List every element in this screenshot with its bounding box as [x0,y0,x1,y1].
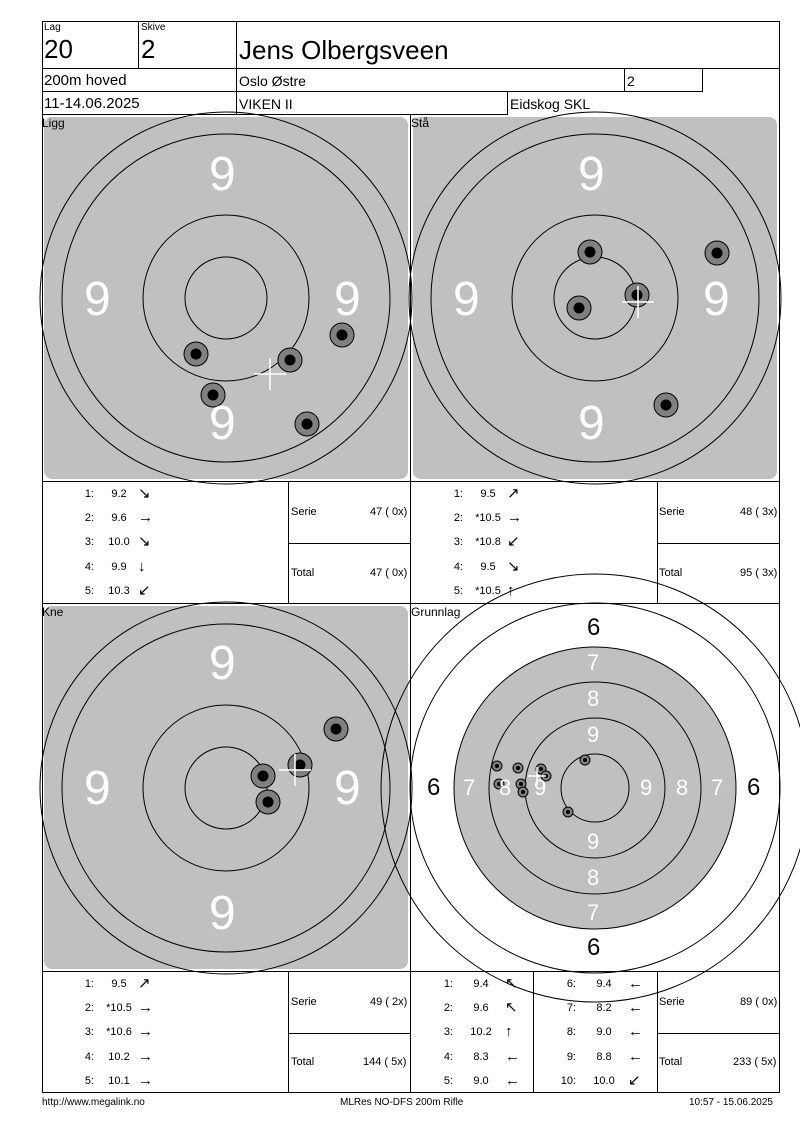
lag-label: Lag [44,22,61,33]
ring-number: 9 [640,775,653,800]
direction-arrow-icon: ↙ [507,533,520,551]
shot-number: 1: [84,488,94,500]
col-value: 2 [627,73,635,89]
serie-label: Serie [659,996,685,1008]
shot-number: 2: [84,512,94,525]
total-label: Total [291,567,315,579]
shot-row [42,974,288,994]
ring-number: 9 [209,887,236,940]
shot-score: *10.5 [475,512,501,525]
ring-number: 6 [587,934,601,961]
class-text: 200m hoved [44,72,127,89]
shot-score: 9.6 [473,1002,489,1015]
serie-value: 48 ( 3x) [740,506,778,518]
total-value: 233 ( 5x) [733,1056,777,1068]
direction-arrow-icon: → [138,999,153,1017]
direction-arrow-icon: ↘ [138,485,151,502]
total-label: Total [659,567,683,579]
ring-number: 9 [578,148,605,201]
shot-score: 10.1 [108,1074,130,1087]
shot-number: 10: [560,1074,576,1087]
direction-arrow-icon: → [138,509,153,527]
shooter-name: Jens Olbergsveen [239,35,449,65]
ring-number: 8 [587,686,600,711]
shot-score: *10.5 [475,584,501,597]
direction-arrow-icon: ↙ [138,581,151,599]
shot-list-grunnlag-b [534,974,656,1092]
direction-arrow-icon: → [138,1023,153,1041]
shot-row [42,581,288,601]
ring-number: 9 [84,762,111,815]
dates-text: 11-14.06.2025 [44,95,140,112]
shot-number: 1: [443,978,453,990]
footer-program: MLRes NO-DFS 200m Rifle [340,1097,464,1108]
direction-arrow-icon: → [507,509,522,527]
shot-number: 2: [453,512,463,525]
shot-number: 3: [453,536,463,549]
shot-row [534,1047,656,1067]
shot-list-kne [42,974,288,1092]
total-value: 47 ( 0x) [370,567,408,579]
shot-row [534,1022,656,1042]
shot-score: 10.0 [593,1074,615,1087]
direction-arrow-icon: ← [628,1023,643,1041]
direction-arrow-icon: ↘ [138,533,151,551]
shot-row [411,532,657,552]
direction-arrow-icon: ← [628,999,643,1017]
ring-number: 8 [587,865,600,890]
shot-score: 9.4 [473,978,489,990]
shot-number: 3: [84,536,94,549]
shot-row [411,1071,533,1091]
shot-row [411,974,533,994]
shot-number: 4: [453,560,463,573]
direction-arrow-icon: ↗ [507,485,520,502]
shot-number: 5: [84,1074,94,1087]
shot-list-ligg [42,484,288,602]
shot-number: 2: [84,1002,94,1015]
ring-number: 9 [587,829,600,854]
shot-score: *10.8 [475,536,501,549]
ring-number: 8 [499,775,512,800]
shot-score: 10.0 [108,536,130,549]
club2-text: Eidskog SKL [510,96,591,112]
shot-score: 9.0 [473,1074,489,1087]
skive-value: 2 [141,34,156,64]
ring-number: 9 [334,273,361,326]
ring-number: 7 [711,775,724,800]
shot-row [534,1071,656,1091]
ring-number: 7 [587,650,600,675]
shot-row [534,998,656,1018]
shot-number: 8: [566,1026,576,1039]
panel-label-ligg: Ligg [42,116,65,130]
footer-url[interactable]: http://www.megalink.no [42,1097,145,1108]
ring-number: 6 [747,774,761,801]
serie-value: 49 ( 2x) [370,996,408,1008]
ring-number: 9 [453,273,480,326]
shot-row [411,508,657,528]
footer-timestamp: 10:57 - 15.06.2025 [689,1097,773,1108]
ring-number: 6 [427,774,441,801]
ring-number: 9 [703,273,730,326]
ring-number: 6 [587,614,601,641]
panel-label-kne: Kne [42,605,64,619]
shot-number: 5: [453,584,463,597]
shot-row [42,1071,288,1091]
direction-arrow-icon: ↑ [505,1023,513,1041]
total-value: 95 ( 3x) [740,567,778,579]
shot-number: 1: [453,488,463,500]
shot-number: 7: [566,1002,576,1015]
shot-row [411,484,657,504]
shot-row [42,508,288,528]
shot-row [42,1022,288,1042]
ring-number: 8 [676,775,689,800]
direction-arrow-icon: ← [628,1047,643,1065]
shot-number: 4: [84,1050,94,1063]
total-label: Total [659,1056,683,1068]
panel-label-staa: Stå [411,116,430,130]
ring-number: 9 [534,775,547,800]
shot-score: 8.3 [473,1050,489,1063]
shot-row [534,974,656,994]
shot-number: 9: [566,1050,576,1063]
shot-row [42,532,288,552]
shot-score: 9.5 [480,560,496,573]
shot-number: 5: [443,1074,453,1087]
direction-arrow-icon: ↓ [138,557,146,575]
shot-score: 9.5 [111,978,127,990]
direction-arrow-icon: ← [505,1071,520,1089]
shot-score: 9.6 [111,512,127,525]
ring-number: 9 [587,722,600,747]
direction-arrow-icon: ↙ [628,1071,641,1089]
shot-row [42,484,288,504]
shot-number: 1: [84,978,94,990]
ring-number: 9 [334,762,361,815]
serie-value: 47 ( 0x) [370,506,408,518]
shot-score: 9.2 [111,488,127,500]
serie-label: Serie [291,996,317,1008]
total-value: 144 ( 5x) [363,1056,407,1068]
lag-value: 20 [44,34,73,64]
direction-arrow-icon: ↘ [507,557,520,575]
serie-value: 89 ( 0x) [740,996,778,1008]
shot-score: 8.2 [596,1002,612,1015]
direction-arrow-icon: ← [628,975,643,992]
direction-arrow-icon: ↗ [138,975,151,992]
serie-label: Serie [659,506,685,518]
shot-score: 9.9 [111,560,127,573]
shot-row [411,581,657,601]
shot-number: 2: [443,1002,453,1015]
direction-arrow-icon: → [138,1047,153,1065]
shot-number: 3: [443,1026,453,1039]
shot-row [411,557,657,577]
shot-row [42,557,288,577]
shot-score: 10.3 [108,584,130,597]
shot-number: 5: [84,584,94,597]
total-label: Total [291,1056,315,1068]
ring-number: 9 [209,637,236,690]
shot-score: 10.2 [108,1050,130,1063]
direction-arrow-icon: → [138,1071,153,1089]
ring-number: 9 [209,148,236,201]
shot-number: 6: [566,978,576,990]
skive-label: Skive [141,22,166,33]
ring-number: 9 [209,397,236,450]
shot-score: 9.5 [480,488,496,500]
club-text: Oslo Østre [239,73,306,89]
direction-arrow-icon: ↖ [505,975,518,992]
shot-score: *10.6 [106,1026,132,1039]
direction-arrow-icon: ↖ [505,999,518,1017]
shot-score: 10.2 [470,1026,492,1039]
shot-score: 9.0 [596,1026,612,1039]
shot-number: 3: [84,1026,94,1039]
shot-row [42,998,288,1018]
shot-row [411,1047,533,1067]
ring-number: 9 [578,397,605,450]
shot-score: *10.5 [106,1002,132,1015]
shot-number: 4: [443,1050,453,1063]
shot-number: 4: [84,560,94,573]
shot-score: 9.4 [596,978,612,990]
direction-arrow-icon: ← [505,1047,520,1065]
shot-list-staa [411,484,657,602]
shot-score: 8.8 [596,1050,612,1063]
direction-arrow-icon: ↑ [507,581,515,599]
shot-list-grunnlag-a [411,974,533,1092]
ring-number: 7 [463,775,476,800]
ring-number: 7 [587,900,600,925]
serie-label: Serie [291,506,317,518]
team-text: VIKEN II [239,96,293,112]
shot-row [411,998,533,1018]
shot-row [411,1022,533,1042]
shot-row [42,1047,288,1067]
ring-number: 9 [84,273,111,326]
panel-label-grunnlag: Grunnlag [411,605,461,619]
